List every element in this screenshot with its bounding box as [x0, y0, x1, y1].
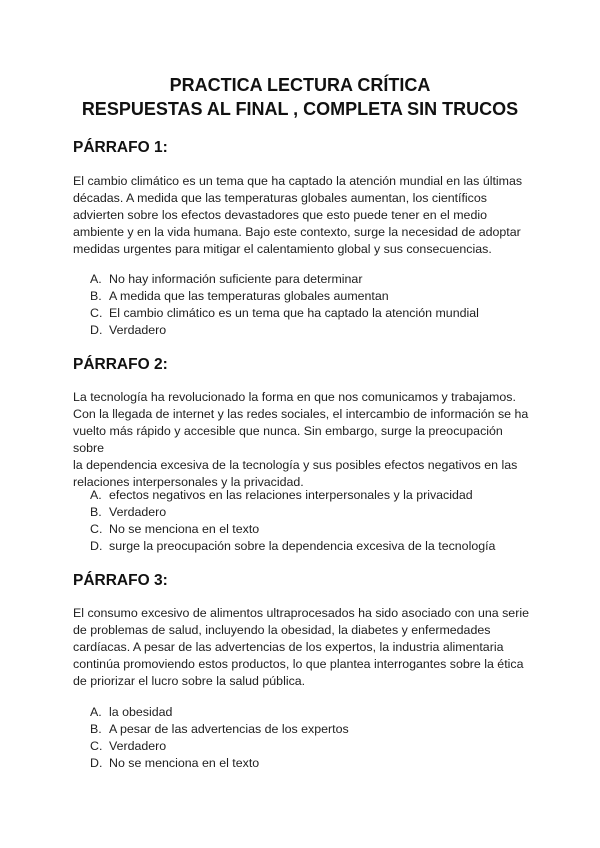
- option-text: surge la preocupación sobre la dependencia excesiva de la tecnología: [109, 539, 496, 553]
- option-text: Verdadero: [109, 739, 167, 753]
- paragraph-line: ambiente y en la vida humana. Bajo este contexto, surge la necesidad de adoptar: [73, 225, 521, 239]
- option-text: A medida que las temperaturas globales aumentan: [109, 289, 389, 303]
- option-text: No se menciona en el texto: [109, 522, 260, 536]
- option-text: El cambio climático es un tema que ha captado la atención mundial: [109, 306, 479, 320]
- paragraph-3: [73, 605, 533, 690]
- option-d: [90, 755, 349, 772]
- paragraph-line: la dependencia excesiva de la tecnología y sus posibles efectos negativos en las: [73, 458, 518, 472]
- options-list-1: [90, 271, 479, 339]
- paragraph-line: La tecnología ha revolucionado la forma en que nos comunicamos y trabajamos.: [73, 390, 516, 404]
- option-c: [90, 738, 349, 755]
- option-text: Verdadero: [109, 505, 167, 519]
- paragraph-line: medidas urgentes para mitigar el calentamiento global y sus consecuencias.: [73, 242, 492, 256]
- option-c: [90, 521, 495, 538]
- paragraph-line: décadas. A medida que las temperaturas globales aumentan, los científicos: [73, 191, 487, 205]
- paragraph-1: [73, 173, 533, 258]
- paragraph-line: advierten sobre los efectos devastadores que esto puede tener en el medio: [73, 208, 487, 222]
- section-heading-1: PÁRRAFO 1:: [73, 139, 168, 156]
- option-letter: C.: [90, 522, 103, 536]
- option-text: No hay información suficiente para determinar: [109, 272, 363, 286]
- options-list-3: [90, 704, 349, 772]
- option-a: [90, 271, 479, 288]
- option-a: [90, 487, 495, 504]
- option-text: No se menciona en el texto: [109, 756, 260, 770]
- section-heading-3: PÁRRAFO 3:: [73, 572, 168, 589]
- option-letter: D.: [90, 756, 103, 770]
- option-text: efectos negativos en las relaciones interpersonales y la privacidad: [109, 488, 473, 502]
- paragraph-line: vuelto más rápido y accesible que nunca. Sin embargo, surge la preocupación sobre: [73, 424, 503, 455]
- option-letter: A.: [90, 272, 102, 286]
- document-title-line-1: PRACTICA LECTURA CRÍTICA: [169, 75, 431, 95]
- option-c: [90, 305, 479, 322]
- paragraph-line: continúa promoviendo estos productos, lo que plantea interrogantes sobre la ética: [73, 657, 524, 671]
- option-text: A pesar de las advertencias de los expertos: [109, 722, 349, 736]
- paragraph-line: Con la llegada de internet y las redes sociales, el intercambio de información se ha: [73, 407, 529, 421]
- paragraph-line: cardíacas. A pesar de las advertencias de los expertos, la industria alimentaria: [73, 640, 504, 654]
- option-text: Verdadero: [109, 323, 167, 337]
- option-letter: C.: [90, 306, 103, 320]
- paragraph-2: [73, 389, 533, 491]
- paragraph-line: de priorizar el lucro sobre la salud pública.: [73, 674, 306, 688]
- option-letter: B.: [90, 722, 102, 736]
- option-letter: C.: [90, 739, 103, 753]
- option-b: [90, 721, 349, 738]
- option-letter: A.: [90, 705, 102, 719]
- option-d: [90, 538, 495, 555]
- option-b: [90, 504, 495, 521]
- option-text: la obesidad: [109, 705, 173, 719]
- paragraph-line: relaciones interpersonales y la privacidad.: [73, 475, 304, 489]
- option-letter: D.: [90, 323, 103, 337]
- option-letter: B.: [90, 505, 102, 519]
- options-list-2: [90, 487, 495, 555]
- option-d: [90, 322, 479, 339]
- option-letter: B.: [90, 289, 102, 303]
- paragraph-line: El cambio climático es un tema que ha captado la atención mundial en las últimas: [73, 174, 523, 188]
- option-a: [90, 704, 349, 721]
- option-letter: D.: [90, 539, 103, 553]
- option-letter: A.: [90, 488, 102, 502]
- option-b: [90, 288, 479, 305]
- document-title-line-2: RESPUESTAS AL FINAL , COMPLETA SIN TRUCOS: [81, 99, 519, 119]
- paragraph-line: El consumo excesivo de alimentos ultraprocesados ha sido asociado con una serie: [73, 606, 529, 620]
- section-heading-2: PÁRRAFO 2:: [73, 356, 168, 373]
- paragraph-line: de problemas de salud, incluyendo la obesidad, la diabetes y enfermedades: [73, 623, 491, 637]
